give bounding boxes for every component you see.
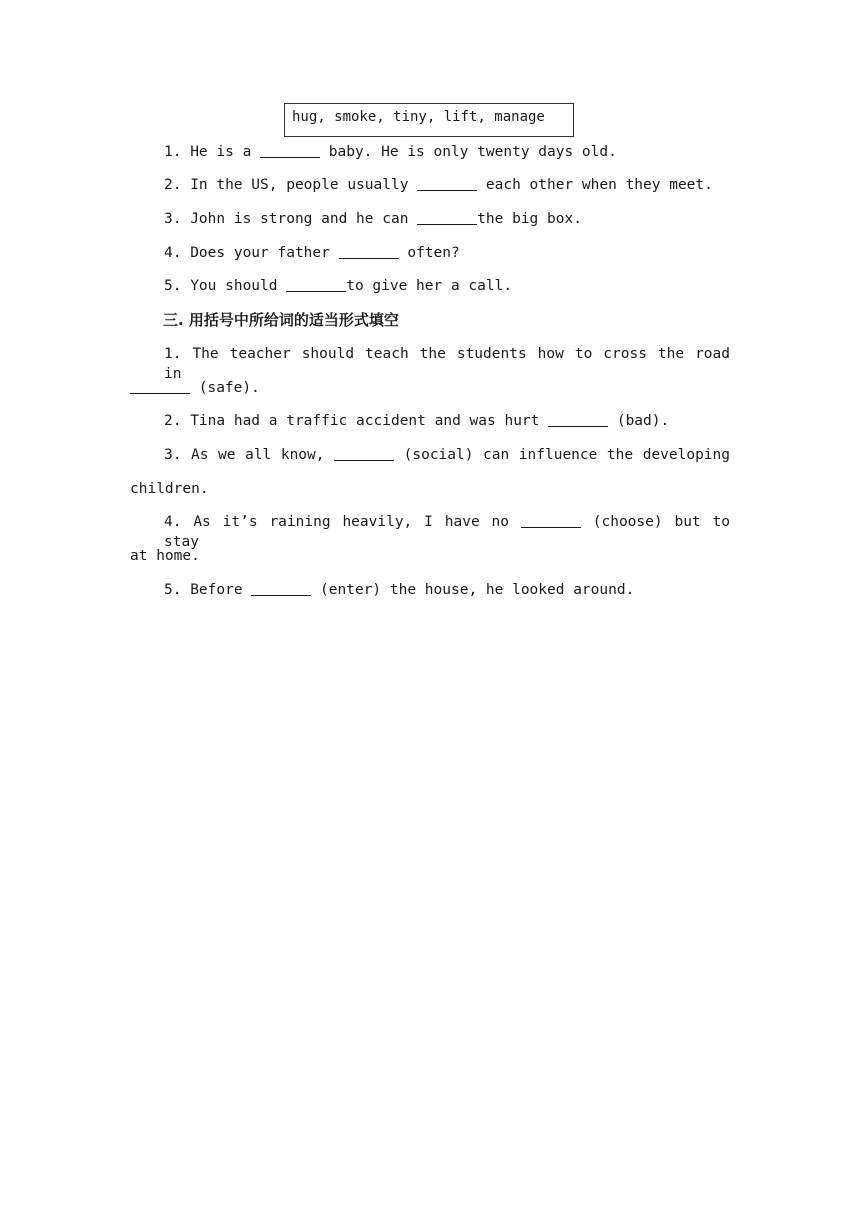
- item-text: (bad).: [608, 413, 670, 429]
- exercise-item-2-5: [164, 276, 512, 296]
- item-text: 4. Does your father: [164, 245, 339, 261]
- item-text: each other when they meet.: [477, 177, 713, 193]
- answer-blank[interactable]: [286, 277, 346, 292]
- exercise-item-3-4-line1: [130, 512, 730, 552]
- item-text: 1. He is a: [164, 144, 261, 160]
- exercise-item-2-3: [164, 209, 582, 229]
- item-text: 2. In the US, people usually: [164, 177, 418, 193]
- word-bank-text: hug, smoke, tiny, lift, manage: [292, 109, 545, 125]
- item-text: 5. Before: [164, 582, 252, 598]
- item-text: 5. You should: [164, 278, 287, 294]
- item-text: at home.: [130, 548, 200, 564]
- exercise-item-3-3-line2: [130, 479, 209, 499]
- answer-blank[interactable]: [260, 143, 320, 158]
- exercise-item-3-5: [164, 580, 634, 600]
- item-text: (social) can influence the developing: [394, 447, 730, 463]
- exercise-item-2-2: [164, 175, 713, 195]
- exercise-item-2-4: [164, 243, 460, 263]
- word-bank-box: [284, 103, 574, 137]
- answer-blank[interactable]: [130, 379, 190, 394]
- item-text: (enter) the house, he looked around.: [311, 582, 635, 598]
- answer-blank[interactable]: [521, 513, 581, 528]
- exercise-item-3-4-line2: [130, 546, 200, 566]
- answer-blank[interactable]: [417, 210, 477, 225]
- item-text: 4. As it’s raining heavily, I have no: [164, 514, 521, 530]
- item-text: the big box.: [477, 211, 582, 227]
- answer-blank[interactable]: [334, 446, 394, 461]
- answer-blank[interactable]: [417, 176, 477, 191]
- answer-blank[interactable]: [339, 244, 399, 259]
- section-heading: 三. 用括号中所给词的适当形式填空: [163, 311, 399, 329]
- exercise-item-3-2: [164, 411, 669, 431]
- item-text: 1. The teacher should teach the students how to cross the road in: [164, 346, 730, 382]
- exercise-item-3-1-line2: [130, 378, 260, 398]
- item-text: children.: [130, 481, 209, 497]
- item-text: often?: [398, 245, 460, 261]
- item-text: 3. John is strong and he can: [164, 211, 418, 227]
- item-text: (choose) but to stay: [164, 514, 730, 550]
- answer-blank[interactable]: [251, 581, 311, 596]
- item-text: 2. Tina had a traffic accident and was hurt: [164, 413, 549, 429]
- exercise-item-3-3-line1: [130, 445, 730, 465]
- item-text: 3. As we all know,: [164, 447, 335, 463]
- item-text: to give her a call.: [346, 278, 513, 294]
- item-text: baby. He is only twenty days old.: [320, 144, 617, 160]
- item-text: (safe).: [190, 380, 260, 396]
- exercise-item-2-1: [164, 142, 617, 162]
- answer-blank[interactable]: [548, 412, 608, 427]
